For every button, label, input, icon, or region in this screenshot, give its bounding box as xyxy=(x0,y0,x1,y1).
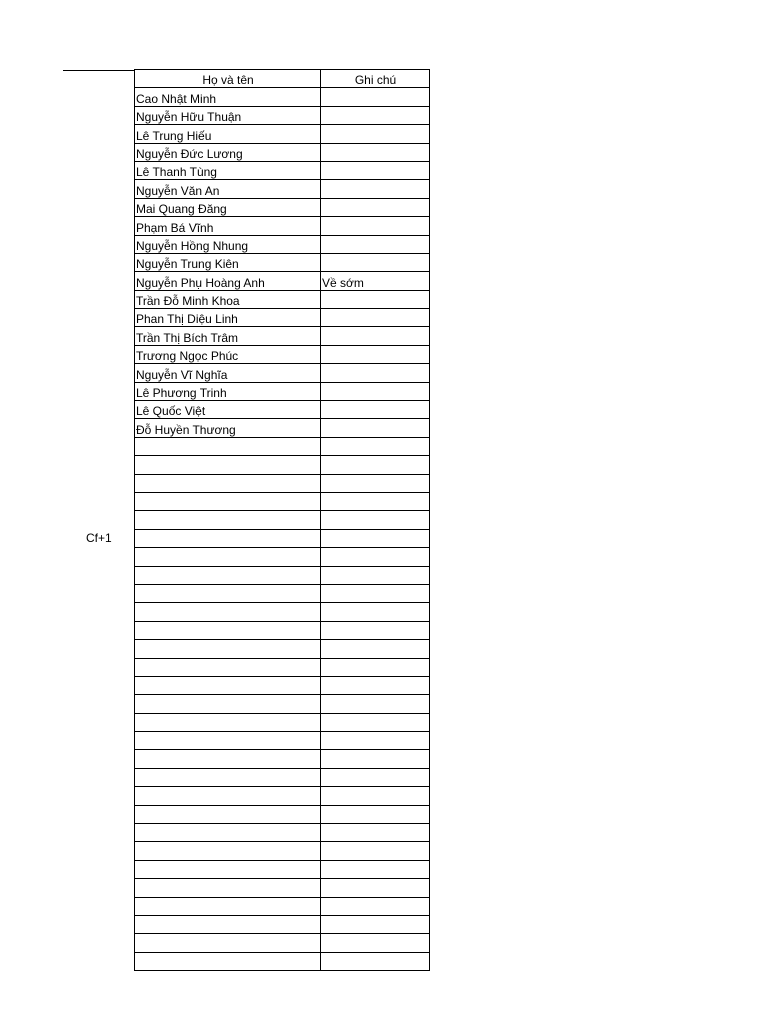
cell-name[interactable] xyxy=(135,456,321,474)
table-row xyxy=(135,217,430,235)
cell-note[interactable] xyxy=(321,915,430,933)
table-row xyxy=(135,640,430,658)
cell-note[interactable] xyxy=(321,897,430,915)
cell-name[interactable]: Nguyễn Hồng Nhung xyxy=(135,235,321,253)
table-row xyxy=(135,143,430,161)
cell-note[interactable] xyxy=(321,584,430,602)
cell-name[interactable] xyxy=(135,695,321,713)
cell-note[interactable] xyxy=(321,952,430,970)
table-row xyxy=(135,456,430,474)
cell-note[interactable] xyxy=(321,768,430,786)
cell-name[interactable] xyxy=(135,640,321,658)
cell-name[interactable] xyxy=(135,621,321,639)
table-row xyxy=(135,915,430,933)
cell-note[interactable] xyxy=(321,474,430,492)
cell-name[interactable]: Phan Thị Diệu Linh xyxy=(135,309,321,327)
cell-name[interactable]: Trương Ngọc Phúc xyxy=(135,345,321,363)
cell-note[interactable] xyxy=(321,345,430,363)
cell-name[interactable] xyxy=(135,824,321,842)
table-row xyxy=(135,750,430,768)
cell-name[interactable]: Đỗ Huyền Thương xyxy=(135,419,321,437)
table-row xyxy=(135,860,430,878)
table-row xyxy=(135,235,430,253)
cell-note[interactable] xyxy=(321,290,430,308)
cell-name[interactable] xyxy=(135,474,321,492)
table-row xyxy=(135,566,430,584)
header-row xyxy=(135,70,430,88)
roster-table xyxy=(134,69,430,971)
cell-note[interactable] xyxy=(321,658,430,676)
cell-name[interactable] xyxy=(135,934,321,952)
cell-name[interactable] xyxy=(135,842,321,860)
cell-note[interactable] xyxy=(321,492,430,510)
cell-name[interactable] xyxy=(135,713,321,731)
cell-note[interactable] xyxy=(321,805,430,823)
cell-name[interactable] xyxy=(135,548,321,566)
side-label: Cf+1 xyxy=(86,531,112,545)
cell-note[interactable] xyxy=(321,860,430,878)
cell-note[interactable] xyxy=(321,198,430,216)
table-row xyxy=(135,364,430,382)
table-row xyxy=(135,198,430,216)
table-row xyxy=(135,511,430,529)
table-row xyxy=(135,401,430,419)
table-row xyxy=(135,584,430,602)
cell-name[interactable]: Lê Trung Hiếu xyxy=(135,125,321,143)
table-row xyxy=(135,879,430,897)
table-row xyxy=(135,161,430,179)
cell-note[interactable] xyxy=(321,161,430,179)
cell-note[interactable] xyxy=(321,382,430,400)
table-row xyxy=(135,382,430,400)
table-row xyxy=(135,658,430,676)
cell-note[interactable] xyxy=(321,456,430,474)
cell-name[interactable]: Lê Thanh Tùng xyxy=(135,161,321,179)
cell-note[interactable] xyxy=(321,621,430,639)
cell-note[interactable] xyxy=(321,934,430,952)
table-row xyxy=(135,529,430,547)
cell-name[interactable] xyxy=(135,897,321,915)
cell-name[interactable]: Phạm Bá Vĩnh xyxy=(135,217,321,235)
cell-note[interactable] xyxy=(321,106,430,124)
cell-note[interactable] xyxy=(321,640,430,658)
cell-note[interactable] xyxy=(321,529,430,547)
cell-name[interactable]: Lê Phương Trinh xyxy=(135,382,321,400)
table-row xyxy=(135,805,430,823)
cell-note[interactable] xyxy=(321,217,430,235)
cell-name[interactable] xyxy=(135,860,321,878)
cell-name[interactable] xyxy=(135,879,321,897)
cell-name[interactable] xyxy=(135,805,321,823)
cell-note[interactable] xyxy=(321,235,430,253)
header-name[interactable]: Họ và tên xyxy=(135,70,321,88)
cell-note[interactable] xyxy=(321,566,430,584)
cell-note[interactable] xyxy=(321,143,430,161)
cell-name[interactable]: Nguyễn Phụ Hoàng Anh xyxy=(135,272,321,290)
cell-name[interactable]: Nguyễn Trung Kiên xyxy=(135,253,321,271)
cell-note[interactable] xyxy=(321,180,430,198)
cell-note[interactable] xyxy=(321,548,430,566)
table-row xyxy=(135,676,430,694)
table-row xyxy=(135,474,430,492)
cell-note[interactable] xyxy=(321,732,430,750)
cell-note[interactable] xyxy=(321,824,430,842)
table-row xyxy=(135,327,430,345)
table-row xyxy=(135,309,430,327)
header-note[interactable]: Ghi chú xyxy=(321,70,430,88)
table-row xyxy=(135,952,430,970)
cell-name[interactable] xyxy=(135,584,321,602)
cell-name[interactable]: Trần Đỗ Minh Khoa xyxy=(135,290,321,308)
cell-note[interactable] xyxy=(321,511,430,529)
cell-note[interactable] xyxy=(321,364,430,382)
cell-name[interactable] xyxy=(135,492,321,510)
cell-name[interactable] xyxy=(135,603,321,621)
table-row xyxy=(135,603,430,621)
cell-name[interactable]: Nguyễn Văn An xyxy=(135,180,321,198)
table-row xyxy=(135,437,430,455)
cell-note[interactable] xyxy=(321,401,430,419)
cell-note[interactable] xyxy=(321,695,430,713)
cell-note[interactable] xyxy=(321,676,430,694)
cell-note[interactable] xyxy=(321,327,430,345)
cell-name[interactable]: Mai Quang Đăng xyxy=(135,198,321,216)
cell-name[interactable] xyxy=(135,952,321,970)
cell-name[interactable] xyxy=(135,566,321,584)
table-row xyxy=(135,492,430,510)
cell-note[interactable]: Về sớm xyxy=(321,272,430,290)
cell-note[interactable] xyxy=(321,419,430,437)
table-row xyxy=(135,88,430,106)
cell-note[interactable] xyxy=(321,125,430,143)
cell-note[interactable] xyxy=(321,309,430,327)
table-row xyxy=(135,842,430,860)
cell-name[interactable] xyxy=(135,529,321,547)
table-row xyxy=(135,824,430,842)
cell-name[interactable] xyxy=(135,732,321,750)
roster-body xyxy=(135,88,430,971)
table-row xyxy=(135,272,430,290)
cell-name[interactable] xyxy=(135,915,321,933)
cell-note[interactable] xyxy=(321,253,430,271)
cell-name[interactable] xyxy=(135,437,321,455)
cell-name[interactable] xyxy=(135,787,321,805)
top-rule xyxy=(63,70,134,71)
table-row xyxy=(135,253,430,271)
table-row xyxy=(135,787,430,805)
cell-name[interactable] xyxy=(135,511,321,529)
table-row xyxy=(135,897,430,915)
cell-note[interactable] xyxy=(321,88,430,106)
cell-name[interactable] xyxy=(135,658,321,676)
cell-note[interactable] xyxy=(321,713,430,731)
table-row xyxy=(135,180,430,198)
cell-name[interactable]: Cao Nhật Minh xyxy=(135,88,321,106)
table-row xyxy=(135,695,430,713)
cell-note[interactable] xyxy=(321,787,430,805)
cell-note[interactable] xyxy=(321,437,430,455)
cell-name[interactable] xyxy=(135,768,321,786)
cell-name[interactable] xyxy=(135,676,321,694)
table-row xyxy=(135,548,430,566)
table-row xyxy=(135,345,430,363)
table-row xyxy=(135,768,430,786)
table-row xyxy=(135,732,430,750)
cell-name[interactable] xyxy=(135,750,321,768)
cell-note[interactable] xyxy=(321,879,430,897)
table-row xyxy=(135,125,430,143)
table-row xyxy=(135,419,430,437)
cell-note[interactable] xyxy=(321,750,430,768)
cell-name[interactable]: Trần Thị Bích Trâm xyxy=(135,327,321,345)
table-row xyxy=(135,106,430,124)
table-row xyxy=(135,934,430,952)
table-row xyxy=(135,290,430,308)
cell-name[interactable]: Lê Quốc Việt xyxy=(135,401,321,419)
cell-note[interactable] xyxy=(321,603,430,621)
cell-name[interactable]: Nguyễn Đức Lương xyxy=(135,143,321,161)
table-row xyxy=(135,713,430,731)
cell-name[interactable]: Nguyễn Vĩ Nghĩa xyxy=(135,364,321,382)
table-row xyxy=(135,621,430,639)
cell-name[interactable]: Nguyễn Hữu Thuận xyxy=(135,106,321,124)
cell-note[interactable] xyxy=(321,842,430,860)
